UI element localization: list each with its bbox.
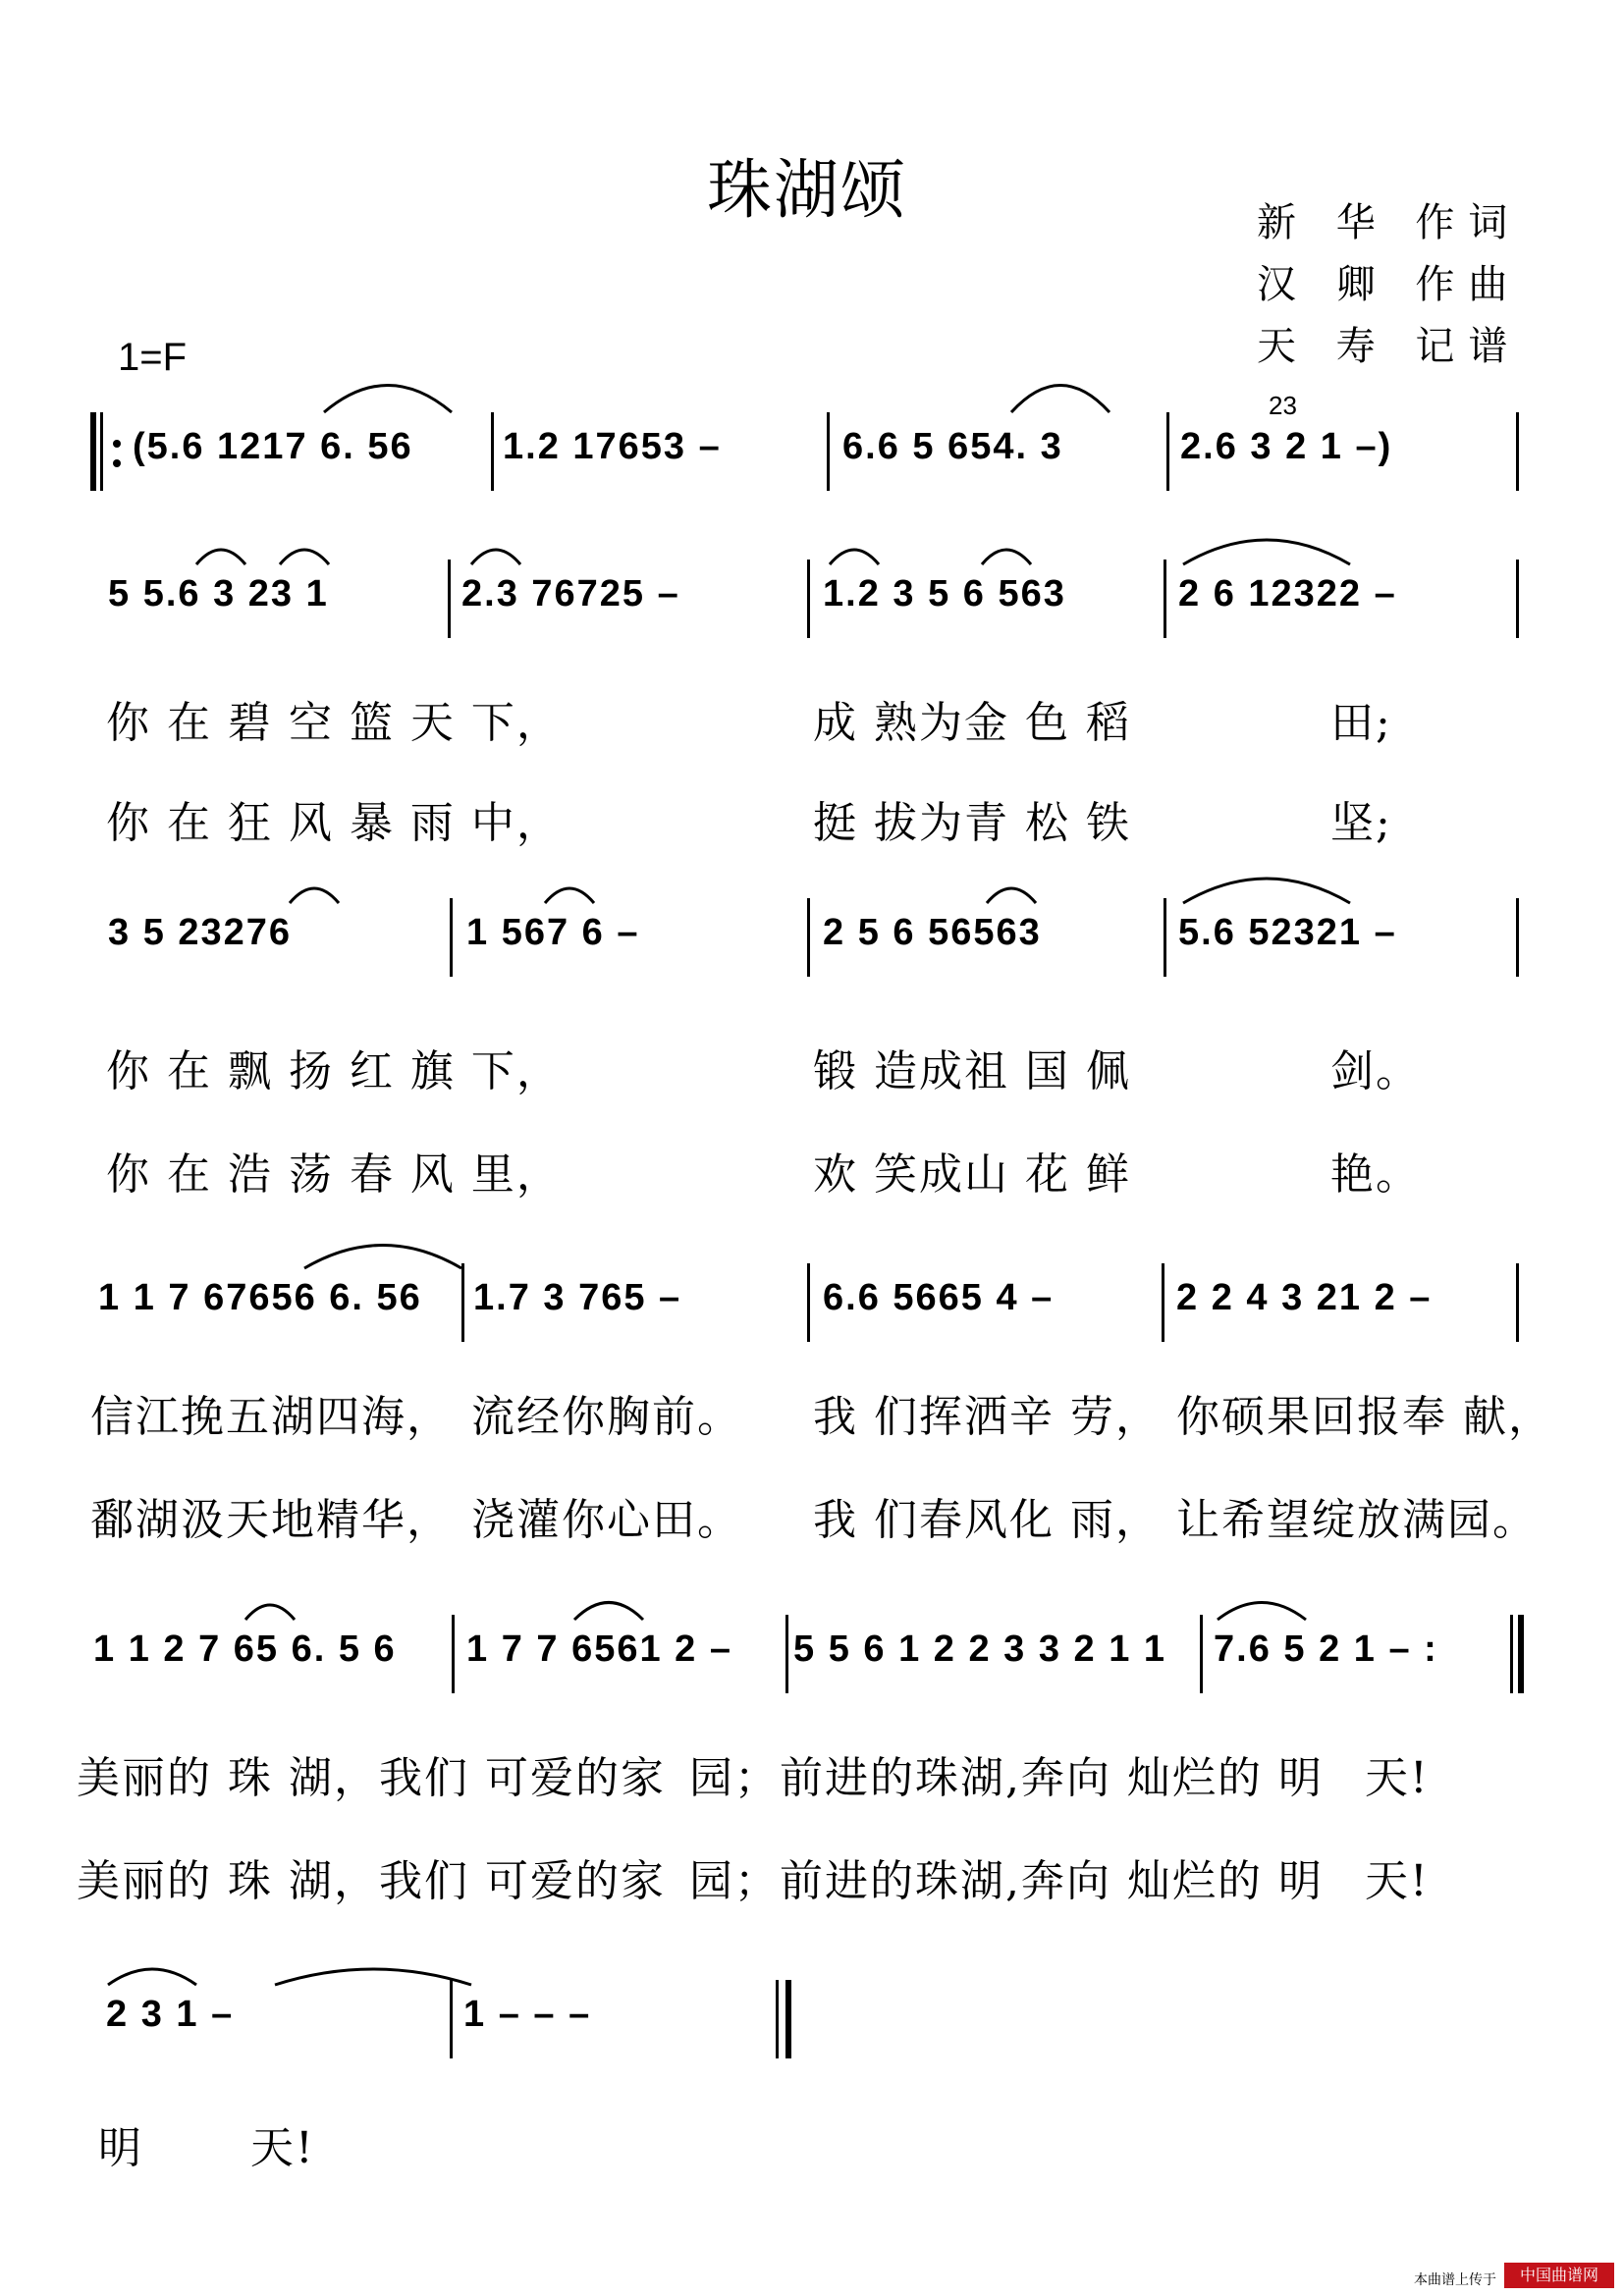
- repeat-start-bar: [90, 412, 96, 491]
- barline: [1164, 898, 1166, 977]
- lyricist-credit: 新 华 作词: [1257, 200, 1522, 245]
- lyric-phrase: 让希望绽放满园。: [1176, 1495, 1538, 1545]
- lyric-phrase: 明: [98, 2123, 143, 2173]
- lyric-phrase: 美丽的 珠 湖，我们 可爱的家: [77, 1856, 666, 1906]
- barline: [1516, 1263, 1519, 1342]
- lyric-line-1: [0, 1742, 1624, 1801]
- lyric-phrase: 你硕果回报奉 献，: [1176, 1392, 1553, 1442]
- measure: 2 5 6 56563: [823, 912, 1042, 953]
- measure: 5.6 52321 –: [1178, 912, 1397, 953]
- measure: (5.6 1217 6. 56: [133, 426, 413, 467]
- barline: [450, 1980, 453, 2058]
- measure: 2 6 12322 –: [1178, 573, 1397, 614]
- measure: 3 5 23276: [108, 912, 293, 953]
- barline: [448, 560, 451, 638]
- lyric-phrase: 你 在 碧 空 篮 天 下，: [106, 698, 562, 748]
- notes-row: [0, 1980, 1624, 2068]
- lyric-phrase: 挺 拔为青 松 铁: [813, 798, 1131, 848]
- barline: [1162, 1263, 1164, 1342]
- repeat-dot: [113, 440, 121, 448]
- measure: 5 5.6 3 23 1: [108, 573, 329, 614]
- lyric-line-1: [0, 687, 1624, 746]
- barline: [1164, 560, 1166, 638]
- repeat-dot: [113, 459, 121, 467]
- grace-note: 23: [1269, 391, 1297, 420]
- slur: [1011, 386, 1110, 413]
- measure: 1.2 3 5 6 563: [823, 573, 1066, 614]
- upload-note: 本曲谱上传于: [1414, 2272, 1496, 2288]
- credits-block: [1257, 192, 1521, 378]
- site-logo[interactable]: 中国曲谱网: [1504, 2263, 1614, 2288]
- measure: 1 – – –: [463, 1994, 592, 2035]
- lyric-phrase: 艳。: [1330, 1149, 1421, 1200]
- notes-row: [0, 1615, 1624, 1703]
- measure: 2 2 4 3 21 2 –: [1176, 1277, 1433, 1318]
- barline: [827, 412, 830, 491]
- lyric-phrase: 鄱湖汲天地精华，: [90, 1495, 452, 1545]
- barline: [807, 898, 810, 977]
- final-barline: [776, 1980, 779, 2058]
- measure: 1.2 17653 –: [503, 426, 722, 467]
- lyric-line-1: [0, 2112, 1624, 2171]
- measure: 2.6 3 2 1 –): [1180, 426, 1393, 467]
- barline: [1516, 412, 1519, 491]
- barline: [807, 560, 810, 638]
- song-title: 珠湖颂: [707, 152, 907, 228]
- lyric-phrase: 美丽的 珠 湖，我们 可爱的家: [77, 1753, 666, 1803]
- lyric-phrase: 你 在 狂 风 暴 雨 中，: [106, 798, 562, 848]
- lyric-phrase: 浇灌你心田。: [471, 1495, 742, 1545]
- barline: [100, 412, 103, 491]
- barline: [452, 1615, 455, 1693]
- key-signature: 1=F: [118, 336, 188, 379]
- lyric-phrase: 天!: [1365, 1753, 1430, 1803]
- transcriber-credit: 天 寿 记谱: [1257, 324, 1522, 369]
- measure: 1.7 3 765 –: [473, 1277, 682, 1318]
- lyric-phrase: 信江挽五湖四海，: [90, 1392, 452, 1442]
- measure: 7.6 5 2 1 – :: [1214, 1629, 1438, 1670]
- barline: [450, 898, 453, 977]
- notes-row: [0, 560, 1624, 648]
- notes-row: [0, 1263, 1624, 1352]
- barline: [1200, 1615, 1203, 1693]
- lyric-phrase: 你 在 浩 荡 春 风 里，: [106, 1149, 562, 1200]
- lyric-phrase: 你 在 飘 扬 红 旗 下，: [106, 1046, 562, 1096]
- lyric-line-2: [0, 1139, 1624, 1198]
- lyric-line-2: [0, 787, 1624, 846]
- barline: [1510, 1615, 1513, 1693]
- final-barline-heavy: [785, 1980, 791, 2058]
- lyric-phrase: 欢 笑成山 花 鲜: [813, 1149, 1131, 1200]
- barline: [807, 1263, 810, 1342]
- measure: 6.6 5 654. 3: [842, 426, 1063, 467]
- lyric-phrase: 园；前进的珠湖,奔向 灿烂的 明: [689, 1856, 1324, 1906]
- barline: [1166, 412, 1169, 491]
- barline: [461, 1263, 464, 1342]
- measure: 6.6 5665 4 –: [823, 1277, 1055, 1318]
- lyric-phrase: 成 熟为金 色 稻: [813, 698, 1131, 748]
- lyric-line-1: [0, 1036, 1624, 1095]
- lyric-phrase: 剑。: [1330, 1046, 1421, 1096]
- lyric-phrase: 我 们春风化 雨，: [813, 1495, 1161, 1545]
- measure: 1 7 7 6561 2 –: [466, 1629, 732, 1670]
- lyric-phrase: 园；前进的珠湖,奔向 灿烂的 明: [689, 1753, 1324, 1803]
- measure: 1 1 7 67656 6. 56: [98, 1277, 422, 1318]
- lyric-phrase: 锻 造成祖 国 佩: [813, 1046, 1131, 1096]
- lyric-line-2: [0, 1845, 1624, 1904]
- lyric-phrase: 天!: [1365, 1856, 1430, 1906]
- lyric-phrase: 坚;: [1330, 798, 1392, 848]
- notes-row: [0, 898, 1624, 987]
- lyric-phrase: 天!: [250, 2123, 315, 2173]
- measure: 1 1 2 7 65 6. 5 6: [93, 1629, 397, 1670]
- composer-credit: 汉 卿 作曲: [1257, 262, 1522, 307]
- slur: [324, 386, 452, 413]
- barline: [1516, 898, 1519, 977]
- repeat-end-bar: [1518, 1615, 1524, 1693]
- notes-row: [0, 391, 1624, 501]
- lyric-line-2: [0, 1484, 1624, 1543]
- barline: [1516, 560, 1519, 638]
- measure: 5 5 6 1 2 2 3 3 2 1 1: [793, 1629, 1167, 1670]
- measure: 2.3 76725 –: [461, 573, 680, 614]
- lyric-phrase: 流经你胸前。: [471, 1392, 742, 1442]
- barline: [785, 1615, 788, 1693]
- lyric-phrase: 我 们挥洒辛 劳，: [813, 1392, 1161, 1442]
- measure: 1 567 6 –: [466, 912, 640, 953]
- measure: 2 3 1 –: [106, 1994, 235, 2035]
- lyric-line-1: [0, 1381, 1624, 1440]
- barline: [491, 412, 494, 491]
- lyric-phrase: 田;: [1330, 698, 1392, 748]
